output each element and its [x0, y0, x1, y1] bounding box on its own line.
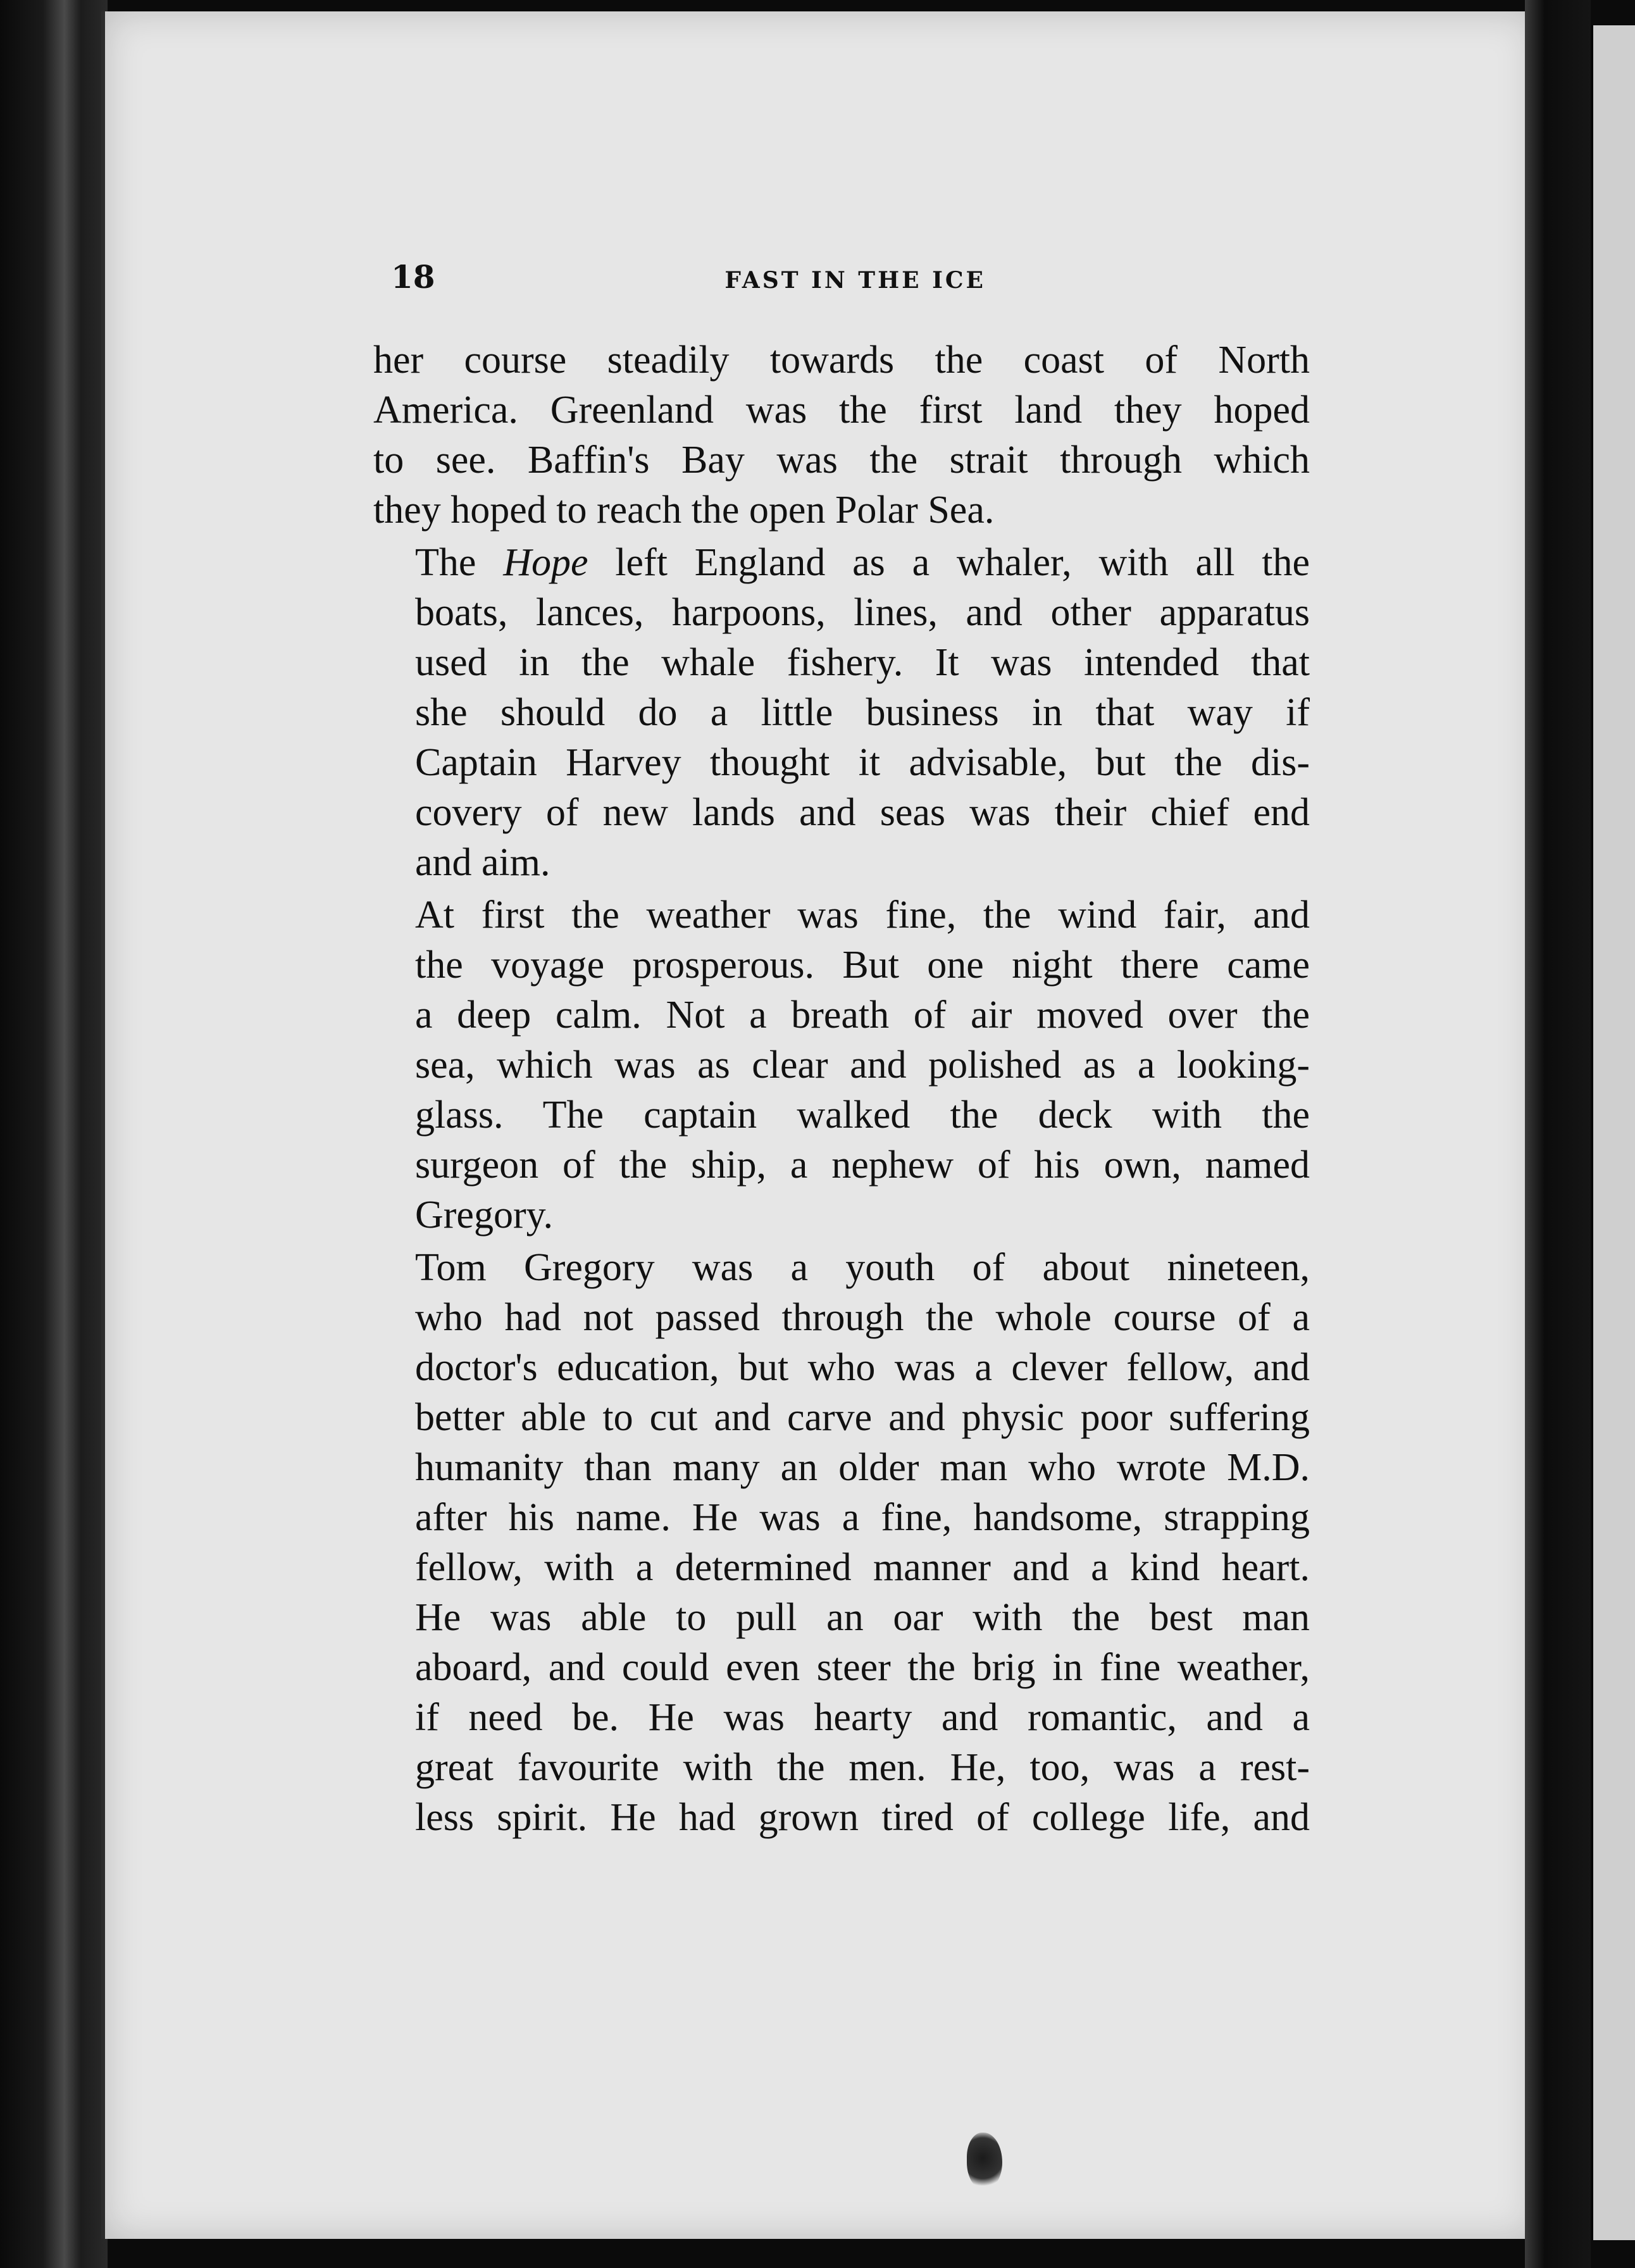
book-left-edge [0, 0, 108, 2268]
text-line: better able to cut and carve and physic poor suffering [415, 1396, 1310, 1439]
text-line: He was able to pull an oar with the best man [415, 1596, 1310, 1639]
text-line [373, 538, 1310, 588]
text-line: to see. Baffin's Bay was the strait through which [373, 439, 1310, 482]
text-line: surgeon of the ship, a nephew of his own, named [415, 1143, 1310, 1187]
text-line: At first the weather was fine, the wind fair, and [415, 894, 1310, 937]
text-line: Tom Gregory was a youth of about nineteen, [415, 1246, 1310, 1289]
text-line: great favourite with the men. He, too, was a rest- [415, 1746, 1310, 1789]
text-line: covery of new lands and seas was their chief end [415, 791, 1310, 834]
text-line: she should do a little business in that way if [415, 691, 1310, 734]
ink-blot-mark [967, 2133, 1002, 2190]
text-line: boats, lances, harpoons, lines, and other apparatus [415, 591, 1310, 634]
text-line: a deep calm. Not a breath of air moved over the [415, 994, 1310, 1037]
text-line: after his name. He was a fine, handsome, strapping [415, 1496, 1310, 1539]
text-fragment: The [415, 541, 504, 584]
text-line: sea, which was as clear and polished as a looking- [415, 1044, 1310, 1087]
text-line: her course steadily towards the coast of North [373, 339, 1310, 382]
paragraph-2 [373, 538, 1310, 888]
text-line: humanity than many an older man who wrote M.D. [415, 1446, 1310, 1489]
text-line: used in the whale fishery. It was intended that [415, 641, 1310, 684]
text-line: Captain Harvey thought it advisable, but the dis- [415, 741, 1310, 784]
text-fragment: left England as a whaler, with all the [588, 541, 1310, 584]
text-line: they hoped to reach the open Polar Sea. [373, 489, 995, 532]
book-gutter-shadow [1525, 0, 1591, 2268]
text-line: the voyage prosperous. But one night there came [415, 944, 1310, 987]
text-line: glass. The captain walked the deck with the [415, 1094, 1310, 1137]
text-line: doctor's education, but who was a clever fellow, and [415, 1346, 1310, 1389]
body-text [373, 335, 1310, 1843]
text-line: and aim. [415, 841, 550, 884]
running-head: FAST IN THE ICE [724, 267, 986, 294]
paragraph-3 [373, 890, 1310, 1240]
page-number: 18 [391, 258, 435, 296]
text-line: fellow, with a determined manner and a kind heart. [415, 1546, 1310, 1589]
text-line: if need be. He was hearty and romantic, and a [415, 1696, 1310, 1739]
adjacent-page-edge [1591, 25, 1635, 2240]
page-header [391, 253, 986, 323]
ship-name-italic: Hope [503, 541, 588, 584]
paragraph-4 [373, 1243, 1310, 1843]
text-line: America. Greenland was the first land they hoped [373, 389, 1310, 432]
paragraph-1 [373, 335, 1310, 535]
text-line: Gregory. [415, 1193, 554, 1237]
text-line: who had not passed through the whole course of a [415, 1296, 1310, 1339]
text-line: aboard, and could even steer the brig in fine weather, [415, 1646, 1310, 1689]
text-line: less spirit. He had grown tired of college life, and [415, 1796, 1310, 1839]
